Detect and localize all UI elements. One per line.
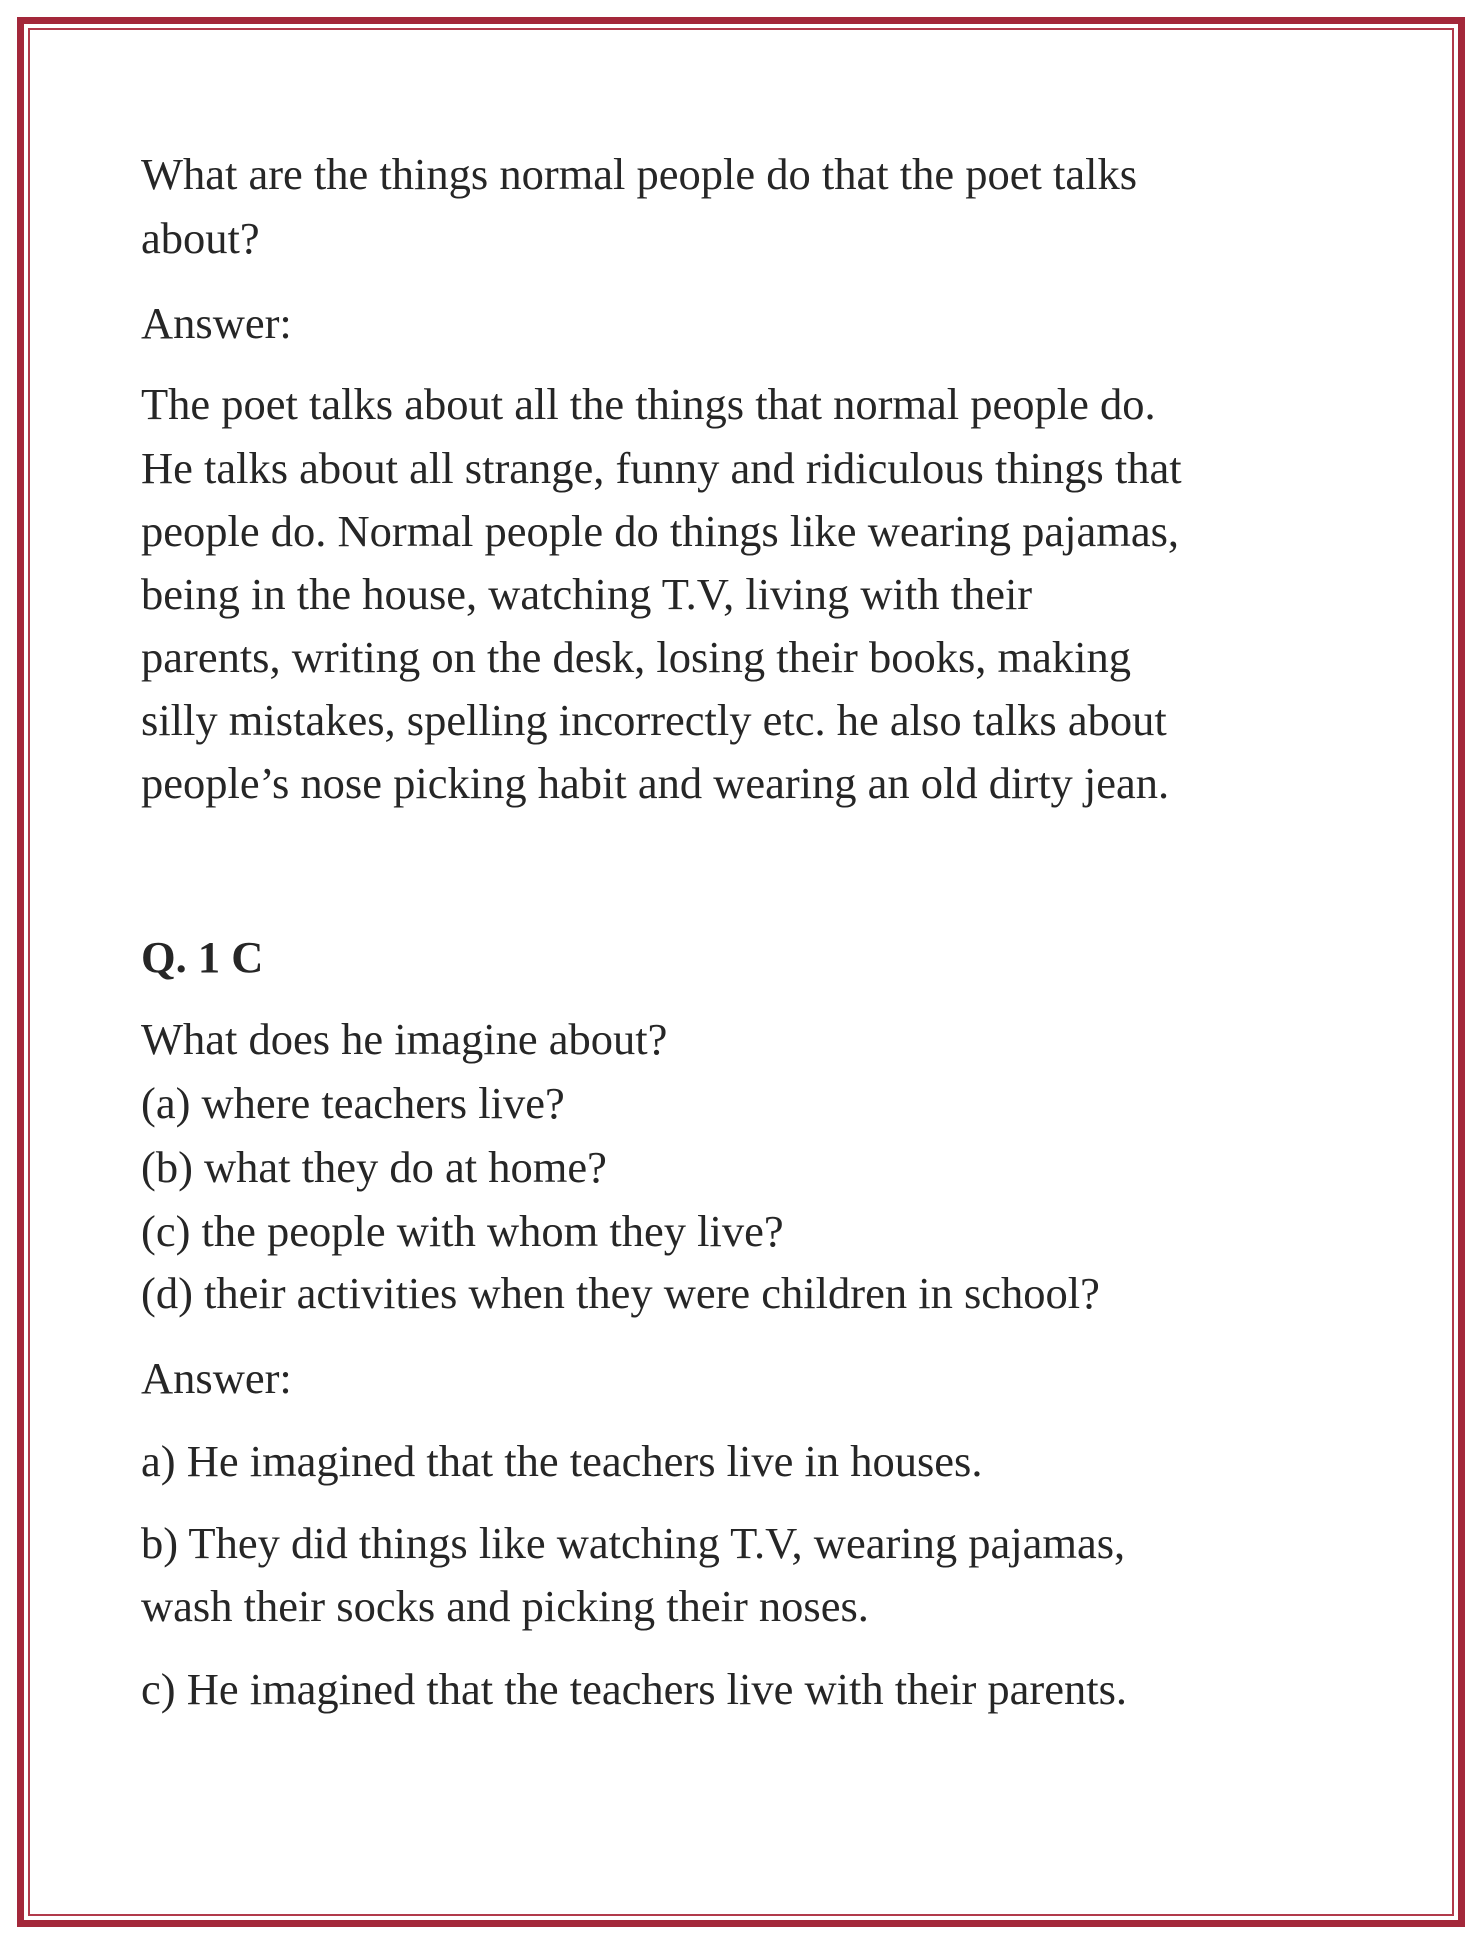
question-option-a: (a) where teachers live? bbox=[141, 1078, 565, 1128]
answer-label: Answer: bbox=[141, 298, 292, 348]
answer-a: a) He imagined that the teachers live in houses. bbox=[141, 1436, 983, 1486]
question-text: What does he imagine about? bbox=[141, 1014, 668, 1064]
question-text-line: What are the things normal people do that the poet talks bbox=[141, 149, 1138, 199]
answer-text-line: people’s nose picking habit and wearing an old dirty jean. bbox=[141, 758, 1170, 808]
answer-b-continued: wash their socks and picking their noses. bbox=[141, 1581, 869, 1631]
answer-c: c) He imagined that the teachers live with their parents. bbox=[141, 1664, 1128, 1714]
question-heading: Q. 1 C bbox=[141, 932, 264, 982]
answer-text-line: parents, writing on the desk, losing their books, making bbox=[141, 632, 1131, 682]
answer-text-line: silly mistakes, spelling incorrectly etc. he also talks about bbox=[141, 695, 1167, 745]
question-option-b: (b) what they do at home? bbox=[141, 1142, 607, 1192]
answer-text-line: He talks about all strange, funny and ridiculous things that bbox=[141, 443, 1182, 493]
question-option-d: (d) their activities when they were children in school? bbox=[141, 1268, 1100, 1318]
answer-b: b) They did things like watching T.V, wearing pajamas, bbox=[141, 1518, 1126, 1568]
answer-text-line: being in the house, watching T.V, living with their bbox=[141, 569, 1033, 619]
question-option-c: (c) the people with whom they live? bbox=[141, 1206, 784, 1256]
answer-text-line: The poet talks about all the things that normal people do. bbox=[141, 379, 1156, 429]
question-text-line: about? bbox=[141, 213, 260, 263]
answer-text-line: people do. Normal people do things like wearing pajamas, bbox=[141, 506, 1180, 556]
answer-label: Answer: bbox=[141, 1353, 292, 1403]
